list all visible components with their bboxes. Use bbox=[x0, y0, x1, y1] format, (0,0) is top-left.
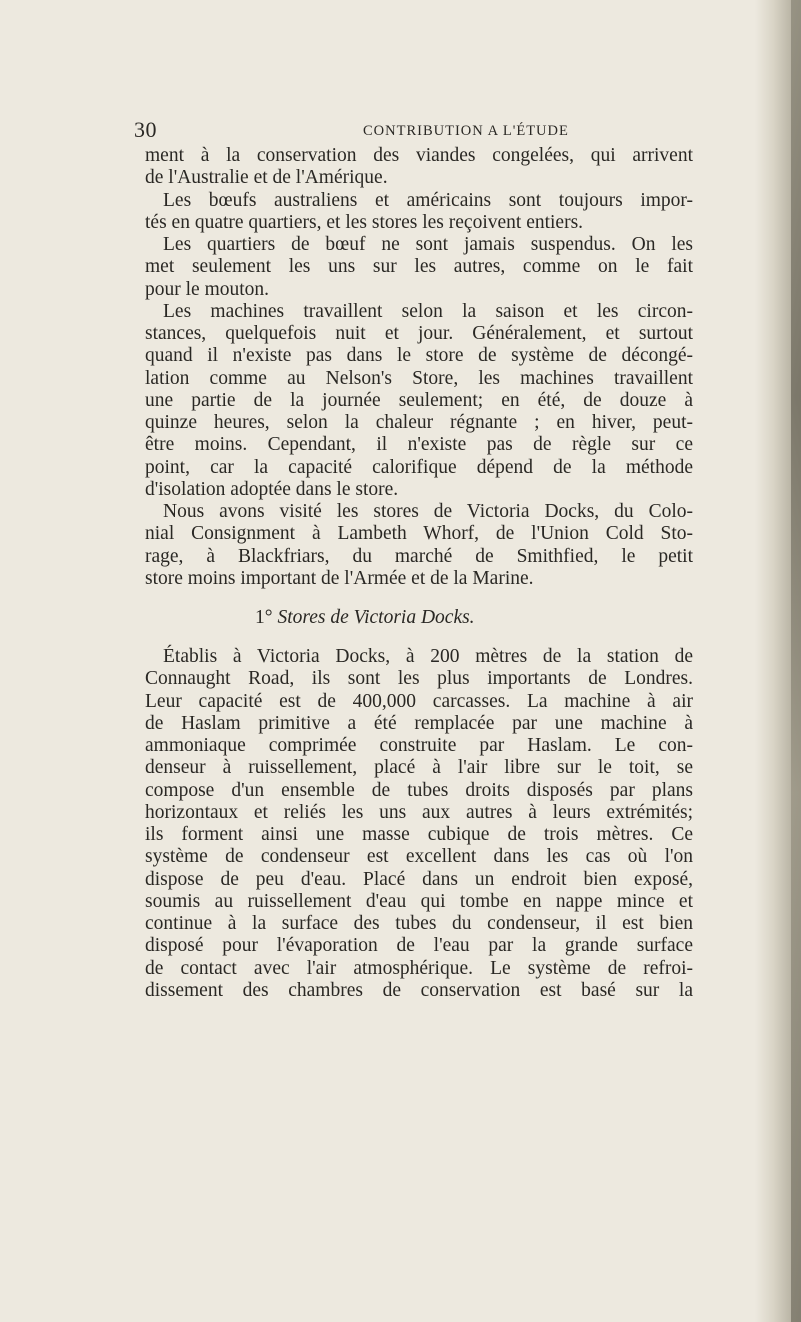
text-line: être moins. Cependant, il n'existe pas de règle sur ce bbox=[145, 434, 693, 456]
text-line: pour le mouton. bbox=[145, 278, 270, 300]
section-title: Stores de Victoria Docks. bbox=[277, 607, 475, 628]
text-line: Établis à Victoria Docks, à 200 mètres de la station de bbox=[163, 646, 693, 667]
text-line: continue à la surface des tubes du condenseur, il est bien bbox=[145, 913, 693, 934]
text-line: tés en quatre quartiers, et les stores les reçoivent entiers. bbox=[145, 211, 584, 233]
text-line: de l'Australie et de l'Amérique. bbox=[145, 167, 388, 189]
text-line: Leur capacité est de 400,000 carcasses. La machine à air bbox=[145, 690, 693, 712]
section-heading bbox=[145, 596, 693, 640]
text-line: Connaught Road, ils sont les plus importants de Londres. bbox=[145, 668, 693, 690]
body-text bbox=[145, 145, 693, 1002]
text-line: lation comme au Nelson's Store, les machines travaillent bbox=[145, 367, 693, 389]
text-line: denseur à ruissellement, placé à l'air libre sur le toit, se bbox=[145, 757, 693, 779]
text-line: dissement des chambres de conservation est basé sur la bbox=[145, 979, 693, 1001]
text-line: store moins important de l'Armée et de la Marine. bbox=[145, 567, 534, 589]
text-line: de contact avec l'air atmosphérique. Le système de refroi- bbox=[145, 957, 693, 979]
text-line: Nous avons visité les stores de Victoria Docks, du Colo- bbox=[163, 501, 693, 522]
section-number: 1° bbox=[255, 607, 273, 628]
text-line: dispose de peu d'eau. Placé dans un endroit bien exposé, bbox=[145, 868, 693, 890]
text-line: horizontaux et reliés les uns aux autres à leurs extrémités; bbox=[145, 801, 693, 823]
text-line: de Haslam primitive a été remplacée par une machine à bbox=[145, 712, 693, 734]
page-edge bbox=[791, 0, 801, 1322]
text-line: système de condenseur est excellent dans les cas où l'on bbox=[145, 846, 693, 868]
text-line: Les quartiers de bœuf ne sont jamais suspendus. On les bbox=[163, 234, 693, 255]
text-line: quand il n'existe pas dans le store de système de décongé- bbox=[145, 345, 693, 367]
text-line: ils forment ainsi une masse cubique de trois mètres. Ce bbox=[145, 824, 693, 845]
page-number: 30 bbox=[134, 117, 157, 142]
running-title: CONTRIBUTION A L'ÉTUDE bbox=[363, 123, 569, 139]
text-line: Les bœufs australiens et américains sont toujours impor- bbox=[163, 189, 693, 211]
running-head bbox=[134, 117, 694, 147]
text-line: met seulement les uns sur les autres, comme on le fait bbox=[145, 256, 693, 278]
text-line: Les machines travaillent selon la saison et les circon- bbox=[163, 300, 693, 322]
text-line: nial Consignment à Lambeth Whorf, de l'Union Cold Sto- bbox=[145, 523, 693, 545]
text-line: une partie de la journée seulement; en été, de douze à bbox=[145, 389, 693, 411]
text-line: soumis au ruissellement d'eau qui tombe en nappe mince et bbox=[145, 890, 693, 912]
text-line: quinze heures, selon la chaleur régnante ; en hiver, peut- bbox=[145, 412, 693, 433]
text-line: ment à la conservation des viandes congelées, qui arrivent bbox=[145, 145, 693, 166]
text-line: rage, à Blackfriars, du marché de Smithfied, le petit bbox=[145, 545, 693, 567]
text-line: ammoniaque comprimée construite par Haslam. Le con- bbox=[145, 735, 693, 756]
text-line: compose d'un ensemble de tubes droits disposés par plans bbox=[145, 779, 693, 801]
text-line: stances, quelquefois nuit et jour. Généralement, et surtout bbox=[145, 323, 693, 344]
text-line: disposé pour l'évaporation de l'eau par la grande surface bbox=[145, 935, 693, 957]
text-line: point, car la capacité calorifique dépend de la méthode bbox=[145, 456, 693, 478]
text-line: d'isolation adoptée dans le store. bbox=[145, 478, 399, 500]
